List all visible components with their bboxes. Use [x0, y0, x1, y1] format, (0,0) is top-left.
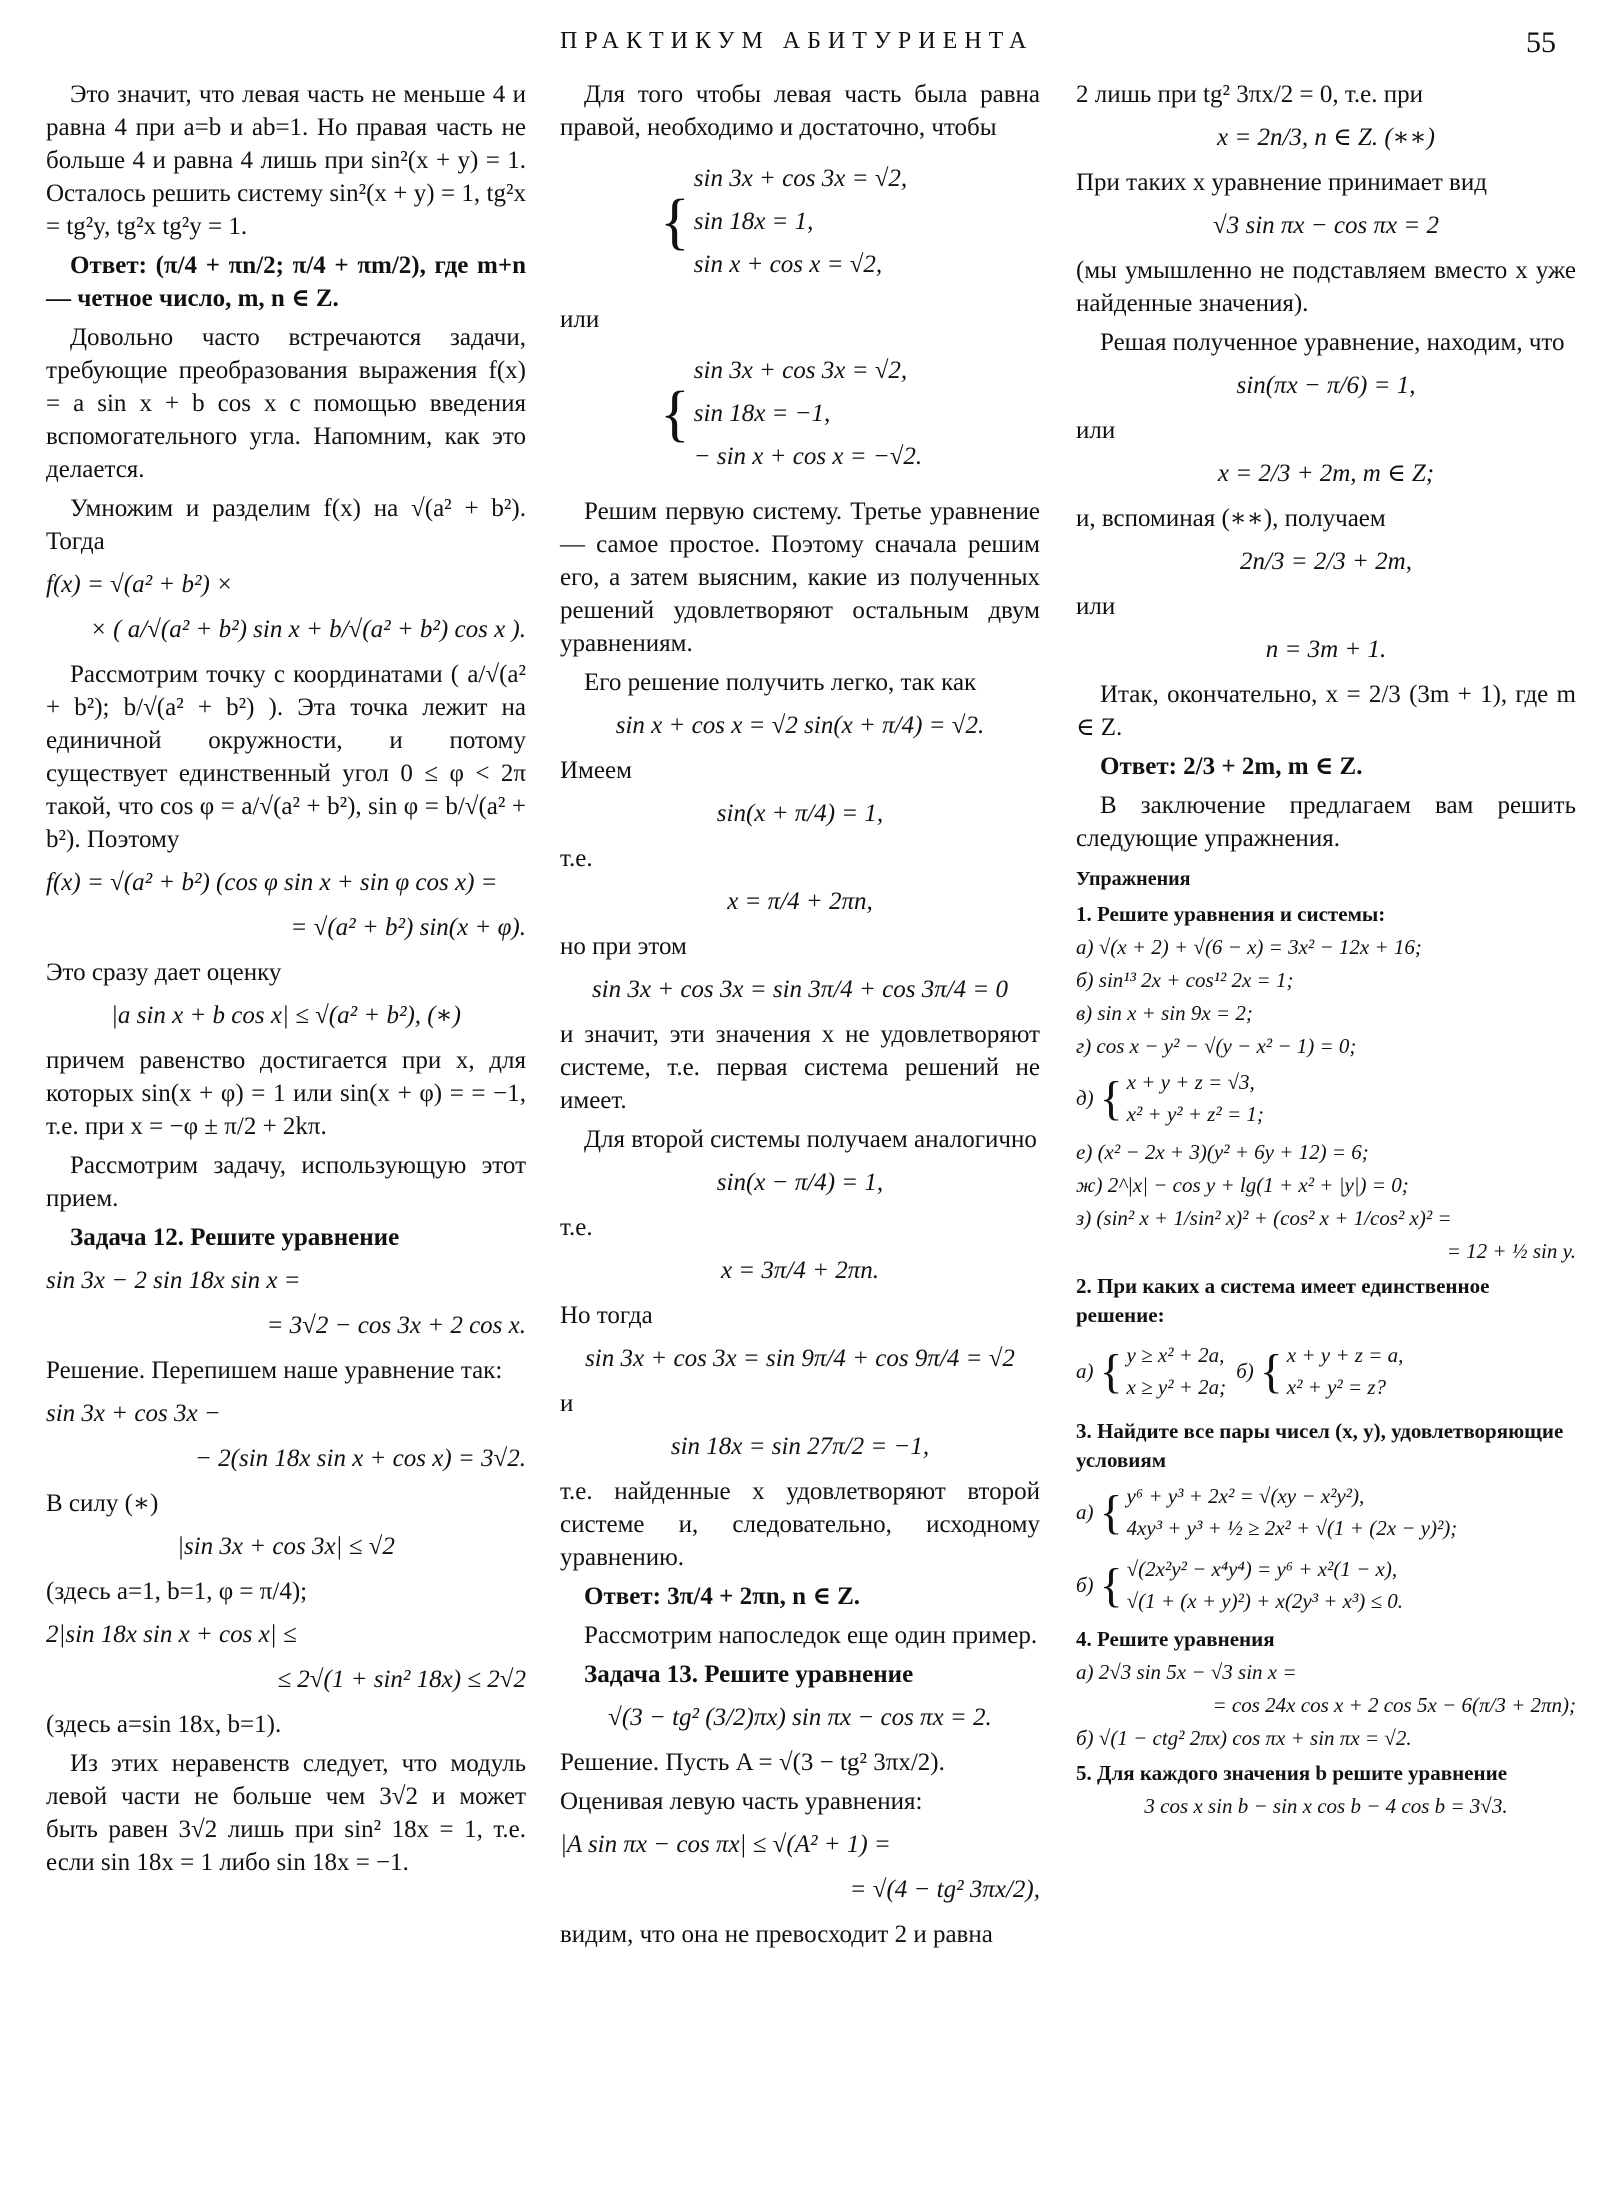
exercise-item: б) sin¹³ 2x + cos¹² 2x = 1; — [1076, 968, 1294, 992]
system-line: 4xy³ + y³ + ½ ≥ 2x² + √(1 + (2x − y)²); — [1126, 1516, 1458, 1540]
item-label: б) — [1236, 1359, 1254, 1383]
system-line: sin 3x + cos 3x = √2, — [693, 357, 908, 384]
system-line: x + y + z = √3, — [1126, 1070, 1255, 1094]
formula: − 2(sin 18x sin x + cos x) = 3√2. — [195, 1445, 526, 1472]
formula: |a sin x + b cos x| ≤ √(a² + b²), (∗) — [111, 1002, 461, 1029]
column-2 — [560, 78, 1040, 1957]
page-header — [0, 22, 1600, 62]
paragraph: или — [1076, 593, 1116, 620]
exercise-item: е) (x² − 2x + 3)(y² + 6y + 12) = 6; — [1076, 1140, 1369, 1164]
equation-system — [1076, 1552, 1576, 1619]
paragraph: (здесь a=sin 18x, b=1). — [46, 1711, 282, 1738]
formula: × ( a/√(a² + b²) sin x + b/√(a² + b²) cos x ). — [90, 616, 526, 643]
exercise-question: 1. Решите уравнения и системы: — [1076, 902, 1386, 926]
item-label: д) — [1076, 1086, 1094, 1110]
system-line: sin 18x = 1, — [693, 208, 814, 235]
formula: |A sin πx − cos πx| ≤ √(A² + 1) = — [560, 1831, 891, 1858]
paragraph: и — [560, 1390, 574, 1417]
paragraph: Его решение получить легко, так как — [584, 669, 977, 696]
paragraph: Решение. Перепишем наше уравнение так: — [46, 1357, 503, 1384]
paragraph: т.е. — [560, 845, 593, 872]
equation-system — [1236, 1338, 1403, 1405]
brace-icon: { — [1099, 1344, 1123, 1398]
column-3 — [1076, 78, 1576, 1825]
equation-system — [660, 152, 1040, 291]
system-line: √(2x²y² − x⁴y⁴) = y⁶ + x²(1 − x), — [1126, 1557, 1398, 1581]
paragraph: (мы умышленно не подставляем вместо x уже найденные значения). — [1076, 257, 1576, 317]
brace-icon: { — [1259, 1344, 1283, 1398]
paragraph: и, вспоминая (∗∗), получаем — [1076, 505, 1386, 532]
system-line: x ≥ y² + 2a; — [1126, 1375, 1227, 1399]
system-pair — [1076, 1334, 1576, 1411]
system-line: x + y + z = a, — [1286, 1343, 1404, 1367]
exercise-item: з) (sin² x + 1/sin² x)² + (cos² x + 1/cos² x)² = — [1076, 1206, 1452, 1230]
formula: x = 2n/3, n ∈ Z. (∗∗) — [1217, 124, 1435, 151]
formula: √(3 − tg² (3/2)πx) sin πx − cos πx = 2. — [608, 1704, 992, 1731]
paragraph: В заключение предлагаем вам решить следующие упражнения. — [1076, 792, 1576, 852]
answer: Ответ: 3π/4 + 2πn, n ∈ Z. — [584, 1583, 861, 1610]
equation-system — [1076, 1479, 1576, 1546]
brace-icon: { — [1099, 1485, 1123, 1539]
paragraph: 2 лишь при tg² 3πx/2 = 0, т.е. при — [1076, 81, 1424, 108]
formula: sin 3x + cos 3x − — [46, 1400, 221, 1427]
formula: |sin 3x + cos 3x| ≤ √2 — [177, 1533, 395, 1560]
formula: = √(a² + b²) sin(x + φ). — [290, 914, 526, 941]
paragraph: Для второй системы получаем аналогично — [584, 1126, 1037, 1153]
paragraph: Для того чтобы левая часть была равна правой, необходимо и достаточно, чтобы — [560, 81, 1040, 141]
formula: x = π/4 + 2πn, — [727, 888, 873, 915]
formula: n = 3m + 1. — [1265, 636, 1387, 663]
formula: = √(4 − tg² 3πx/2), — [849, 1876, 1040, 1903]
paragraph: видим, что она не превосходит 2 и равна — [560, 1921, 993, 1948]
exercises-heading: Упражнения — [1076, 868, 1191, 890]
column-1 — [46, 78, 526, 1885]
paragraph: но при этом — [560, 933, 687, 960]
paragraph: (здесь a=1, b=1, φ = π/4); — [46, 1578, 308, 1605]
paragraph: Оценивая левую часть уравнения: — [560, 1788, 923, 1815]
brace-icon: { — [1099, 1558, 1123, 1612]
formula: sin(x + π/4) = 1, — [716, 800, 884, 827]
exercise-item: в) sin x + sin 9x = 2; — [1076, 1001, 1253, 1025]
exercise-item: ж) 2^|x| − cos y + lg(1 + x² + |y|) = 0; — [1076, 1173, 1409, 1197]
exercise-item: б) √(1 − ctg² 2πx) cos πx + sin πx = √2. — [1076, 1726, 1412, 1750]
paragraph: Итак, окончательно, x = 2/3 (3m + 1), где m ∈ Z. — [1076, 681, 1576, 741]
formula: = 3√2 − cos 3x + 2 cos x. — [266, 1312, 526, 1339]
system-line: − sin x + cos x = −√2. — [693, 443, 923, 470]
paragraph: Рассмотрим напоследок еще один пример. — [584, 1622, 1038, 1649]
formula: sin 3x + cos 3x = sin 3π/4 + cos 3π/4 = 0 — [591, 976, 1009, 1003]
item-label: б) — [1076, 1573, 1094, 1597]
system-line: x² + y² = z? — [1286, 1375, 1387, 1399]
formula: sin 3x + cos 3x = sin 9π/4 + cos 9π/4 = √2 — [585, 1345, 1015, 1372]
system-line: y ≥ x² + 2a, — [1126, 1343, 1225, 1367]
paragraph: и значит, эти значения x не удовлетворяют системе, т.е. первая система решений не имеет. — [560, 1021, 1040, 1114]
system-line: sin 3x + cos 3x = √2, — [693, 165, 908, 192]
formula: ≤ 2√(1 + sin² 18x) ≤ 2√2 — [277, 1666, 526, 1693]
exercise-item: = 12 + ½ sin y. — [1446, 1239, 1576, 1263]
paragraph: Решение. Пусть A = √(3 − tg² 3πx/2). — [560, 1749, 945, 1776]
paragraph: причем равенство достигается при x, для которых sin(x + φ) = 1 или sin(x + φ) = = −1, т.е. при x = −φ ± π/2 + 2kπ. — [46, 1047, 526, 1140]
answer: Ответ: (π/4 + πn/2; π/4 + πm/2), где m+n — четное число, m, n ∈ Z. — [46, 252, 526, 312]
formula: x = 2/3 + 2m, m ∈ Z; — [1217, 460, 1435, 487]
exercise-question: 3. Найдите все пары чисел (x, y), удовлетворяющие условиям — [1076, 1419, 1564, 1472]
paragraph: Из этих неравенств следует, что модуль левой части не больше чем 3√2 и может быть равен 3√2 лишь при sin² 18x = 1, т.е. если sin 18x = 1 либо sin 18x = −1. — [46, 1750, 526, 1876]
formula: sin 18x = sin 27π/2 = −1, — [670, 1433, 930, 1460]
exercise-item: = cos 24x cos x + 2 cos 5x − 6(π/3 + 2πn); — [1212, 1693, 1576, 1717]
paragraph: или — [1076, 417, 1116, 444]
paragraph: Это значит, что левая часть не меньше 4 и равна 4 при a=b и ab=1. Но правая часть не больше 4 и равна 4 лишь при sin²(x + y) = 1. Осталось решить систему sin²(x + y) = 1, tg²x = tg²y, tg²x tg²y = 1. — [46, 81, 526, 240]
exercise-item: 3 cos x sin b − sin x cos b − 4 cos b = 3√3. — [1144, 1794, 1508, 1818]
paragraph: Решая полученное уравнение, находим, что — [1100, 329, 1565, 356]
paragraph: т.е. — [560, 1214, 593, 1241]
formula: sin(x − π/4) = 1, — [716, 1169, 884, 1196]
answer: Ответ: 2/3 + 2m, m ∈ Z. — [1100, 753, 1363, 780]
brace-icon: { — [1099, 1071, 1123, 1125]
formula: 2|sin 18x sin x + cos x| ≤ — [46, 1621, 297, 1648]
exercise-item: г) cos x − y² − √(y − x² − 1) = 0; — [1076, 1034, 1357, 1058]
equation-system — [660, 344, 1040, 483]
paragraph: Это сразу дает оценку — [46, 959, 282, 986]
system-line: √(1 + (x + y)²) + x(2y³ + x³) ≤ 0. — [1126, 1589, 1404, 1613]
item-label: а) — [1076, 1500, 1094, 1524]
system-line: y⁶ + y³ + 2x² = √(xy − x²y²), — [1126, 1484, 1365, 1508]
paragraph: т.е. найденные x удовлетворяют второй системе и, следовательно, исходному уравнению. — [560, 1478, 1040, 1571]
paragraph: Но тогда — [560, 1302, 653, 1329]
system-line: sin 18x = −1, — [693, 400, 831, 427]
paragraph: Рассмотрим точку с координатами ( a/√(a² + b²); b/√(a² + b²) ). Эта точка лежит на единичной окружности, и потому существует единственный угол 0 ≤ φ < 2π такой, что cos φ = a/√(a² + b²), sin φ = b/√(a² + b²). Поэтому — [46, 661, 526, 853]
formula: 2n/3 = 2/3 + 2m, — [1240, 548, 1412, 575]
exercise-question: 4. Решите уравнения — [1076, 1627, 1275, 1651]
page-number: 55 — [1526, 26, 1556, 59]
paragraph: Решим первую систему. Третье уравнение — самое простое. Поэтому сначала решим его, а затем выясним, какие из полученных решений удовлетворяют остальным двум уравнениям. — [560, 498, 1040, 657]
paragraph: Умножим и разделим f(x) на √(a² + b²). Тогда — [46, 495, 526, 555]
formula: x = 3π/4 + 2πn. — [720, 1257, 880, 1284]
exercise-item: а) 2√3 sin 5x − √3 sin x = — [1076, 1660, 1297, 1684]
formula: √3 sin πx − cos πx = 2 — [1213, 212, 1439, 239]
paragraph: Довольно часто встречаются задачи, требующие преобразования выражения f(x) = a sin x + b cos x с помощью введения вспомогательного угла. Напомним, как это делается. — [46, 324, 526, 483]
paragraph: При таких x уравнение принимает вид — [1076, 169, 1487, 196]
formula: sin x + cos x = √2 sin(x + π/4) = √2. — [615, 712, 985, 739]
paragraph: Имеем — [560, 757, 632, 784]
equation-system — [1076, 1065, 1576, 1132]
formula: sin 3x − 2 sin 18x sin x = — [46, 1267, 301, 1294]
running-title: ПРАКТИКУМ АБИТУРИЕНТА — [560, 28, 1034, 54]
exercises-section — [1076, 865, 1576, 1821]
equation-system — [1076, 1338, 1226, 1405]
formula: f(x) = √(a² + b²) × — [46, 571, 233, 598]
brace-icon: { — [660, 379, 690, 448]
problem-title: Задача 12. Решите уравнение — [70, 1224, 400, 1251]
system-line: sin x + cos x = √2, — [693, 251, 883, 278]
exercise-question: 5. Для каждого значения b решите уравнение — [1076, 1761, 1508, 1785]
formula: sin(πx − π/6) = 1, — [1236, 372, 1416, 399]
formula: f(x) = √(a² + b²) (cos φ sin x + sin φ cos x) = — [46, 869, 498, 896]
brace-icon: { — [660, 187, 690, 256]
exercise-item: а) √(x + 2) + √(6 − x) = 3x² − 12x + 16; — [1076, 935, 1422, 959]
problem-title: Задача 13. Решите уравнение — [584, 1661, 914, 1688]
system-line: x² + y² + z² = 1; — [1126, 1102, 1264, 1126]
item-label: а) — [1076, 1359, 1094, 1383]
exercise-question: 2. При каких a система имеет единственное решение: — [1076, 1274, 1490, 1327]
paragraph: Рассмотрим задачу, использующую этот прием. — [46, 1152, 526, 1212]
paragraph: или — [560, 306, 600, 333]
paragraph: В силу (∗) — [46, 1490, 159, 1517]
